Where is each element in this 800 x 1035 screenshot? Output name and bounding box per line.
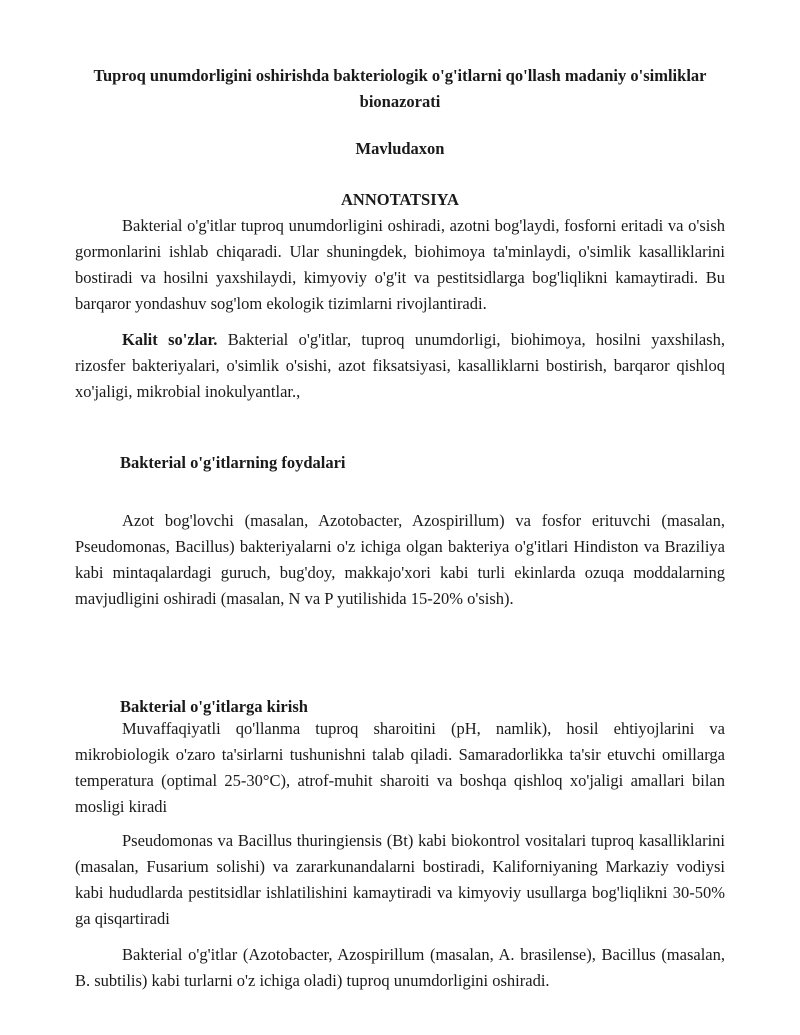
section-heading-benefits: Bakterial o'g'itlarning foydalari — [120, 453, 346, 472]
benefits-paragraph: Azot bog'lovchi (masalan, Azotobacter, Azospirillum) va fosfor erituvchi (masalan, Pseudomonas, Bacillus) bakteriyalarni o'z ichiga olgan bakteriya o'g'itlari Hindiston va Braziliya kabi mintaqalardagi guruch, bug'doy, makkajo'xori kabi turli ekinlarda ozuqa moddalarning mavjudligini oshiradi (masalan, N va P yutilishida 15-20% o'sish). — [75, 511, 725, 608]
keywords-label: Kalit so'zlar. — [122, 330, 218, 349]
document-title: Tuproq unumdorligini oshirishda bakteriologik o'g'itlarni qo'llash madaniy o'simliklar bionazorati — [93, 66, 707, 111]
introduction-paragraph-2: Pseudomonas va Bacillus thuringiensis (Bt) kabi biokontrol vositalari tuproq kasalliklarini (masalan, Fusarium solishi) va zararkunandalarni bostiradi, Kaliforniyaning Markaziy vodiysi kabi hududlarda pestitsidlar ishlatilishini kamaytiradi va kimyoviy usullarga bog'liqlikni 30-50% ga qisqartiradi — [75, 831, 725, 928]
keywords-text: Bakterial o'g'itlar, tuproq unumdorligi, biohimoya, hosilni yaxshilash, rizosfer bakteriyalari, o'simlik o'sishi, azot fiksatsiyasi, kasalliklarni bostirish, barqaror qishloq xo'jaligi, mikrobial inokulyantlar., — [75, 330, 725, 401]
introduction-paragraph-1: Muvaffaqiyatli qo'llanma tuproq sharoitini (pH, namlik), hosil ehtiyojlarini va mikrobiologik o'zaro ta'sirlarni tushunishni talab qiladi. Samaradorlikka ta'sir etuvchi omillarga temperatura (optimal 25-30°C), atrof-muhit sharoiti va boshqa qishloq xo'jaligi amallari bilan mosligi kiradi — [75, 719, 725, 816]
annotation-paragraph: Bakterial o'g'itlar tuproq unumdorligini oshiradi, azotni bog'laydi, fosforni eritadi va o'sish gormonlarini ishlab chiqaradi. Ular shuningdek, biohimoya ta'minlaydi, o'simlik kasalliklarini bostiradi va hosilni yaxshilaydi, kimyoviy o'g'it va pestitsidlarga bog'liqlikni kamaytiradi. Bu barqaror yondashuv sog'lom ekologik tizimlarni rivojlantiradi. — [75, 216, 725, 313]
keywords-paragraph — [75, 327, 725, 405]
annotation-heading: ANNOTATSIYA — [341, 190, 459, 209]
section-heading-introduction: Bakterial o'g'itlarga kirish — [120, 697, 308, 716]
author-name: Mavludaxon — [355, 139, 445, 158]
introduction-paragraph-3: Bakterial o'g'itlar (Azotobacter, Azospirillum (masalan, A. brasilense), Bacillus (masalan, B. subtilis) kabi turlarni o'z ichiga oladi) tuproq unumdorligini oshiradi. — [75, 945, 725, 990]
